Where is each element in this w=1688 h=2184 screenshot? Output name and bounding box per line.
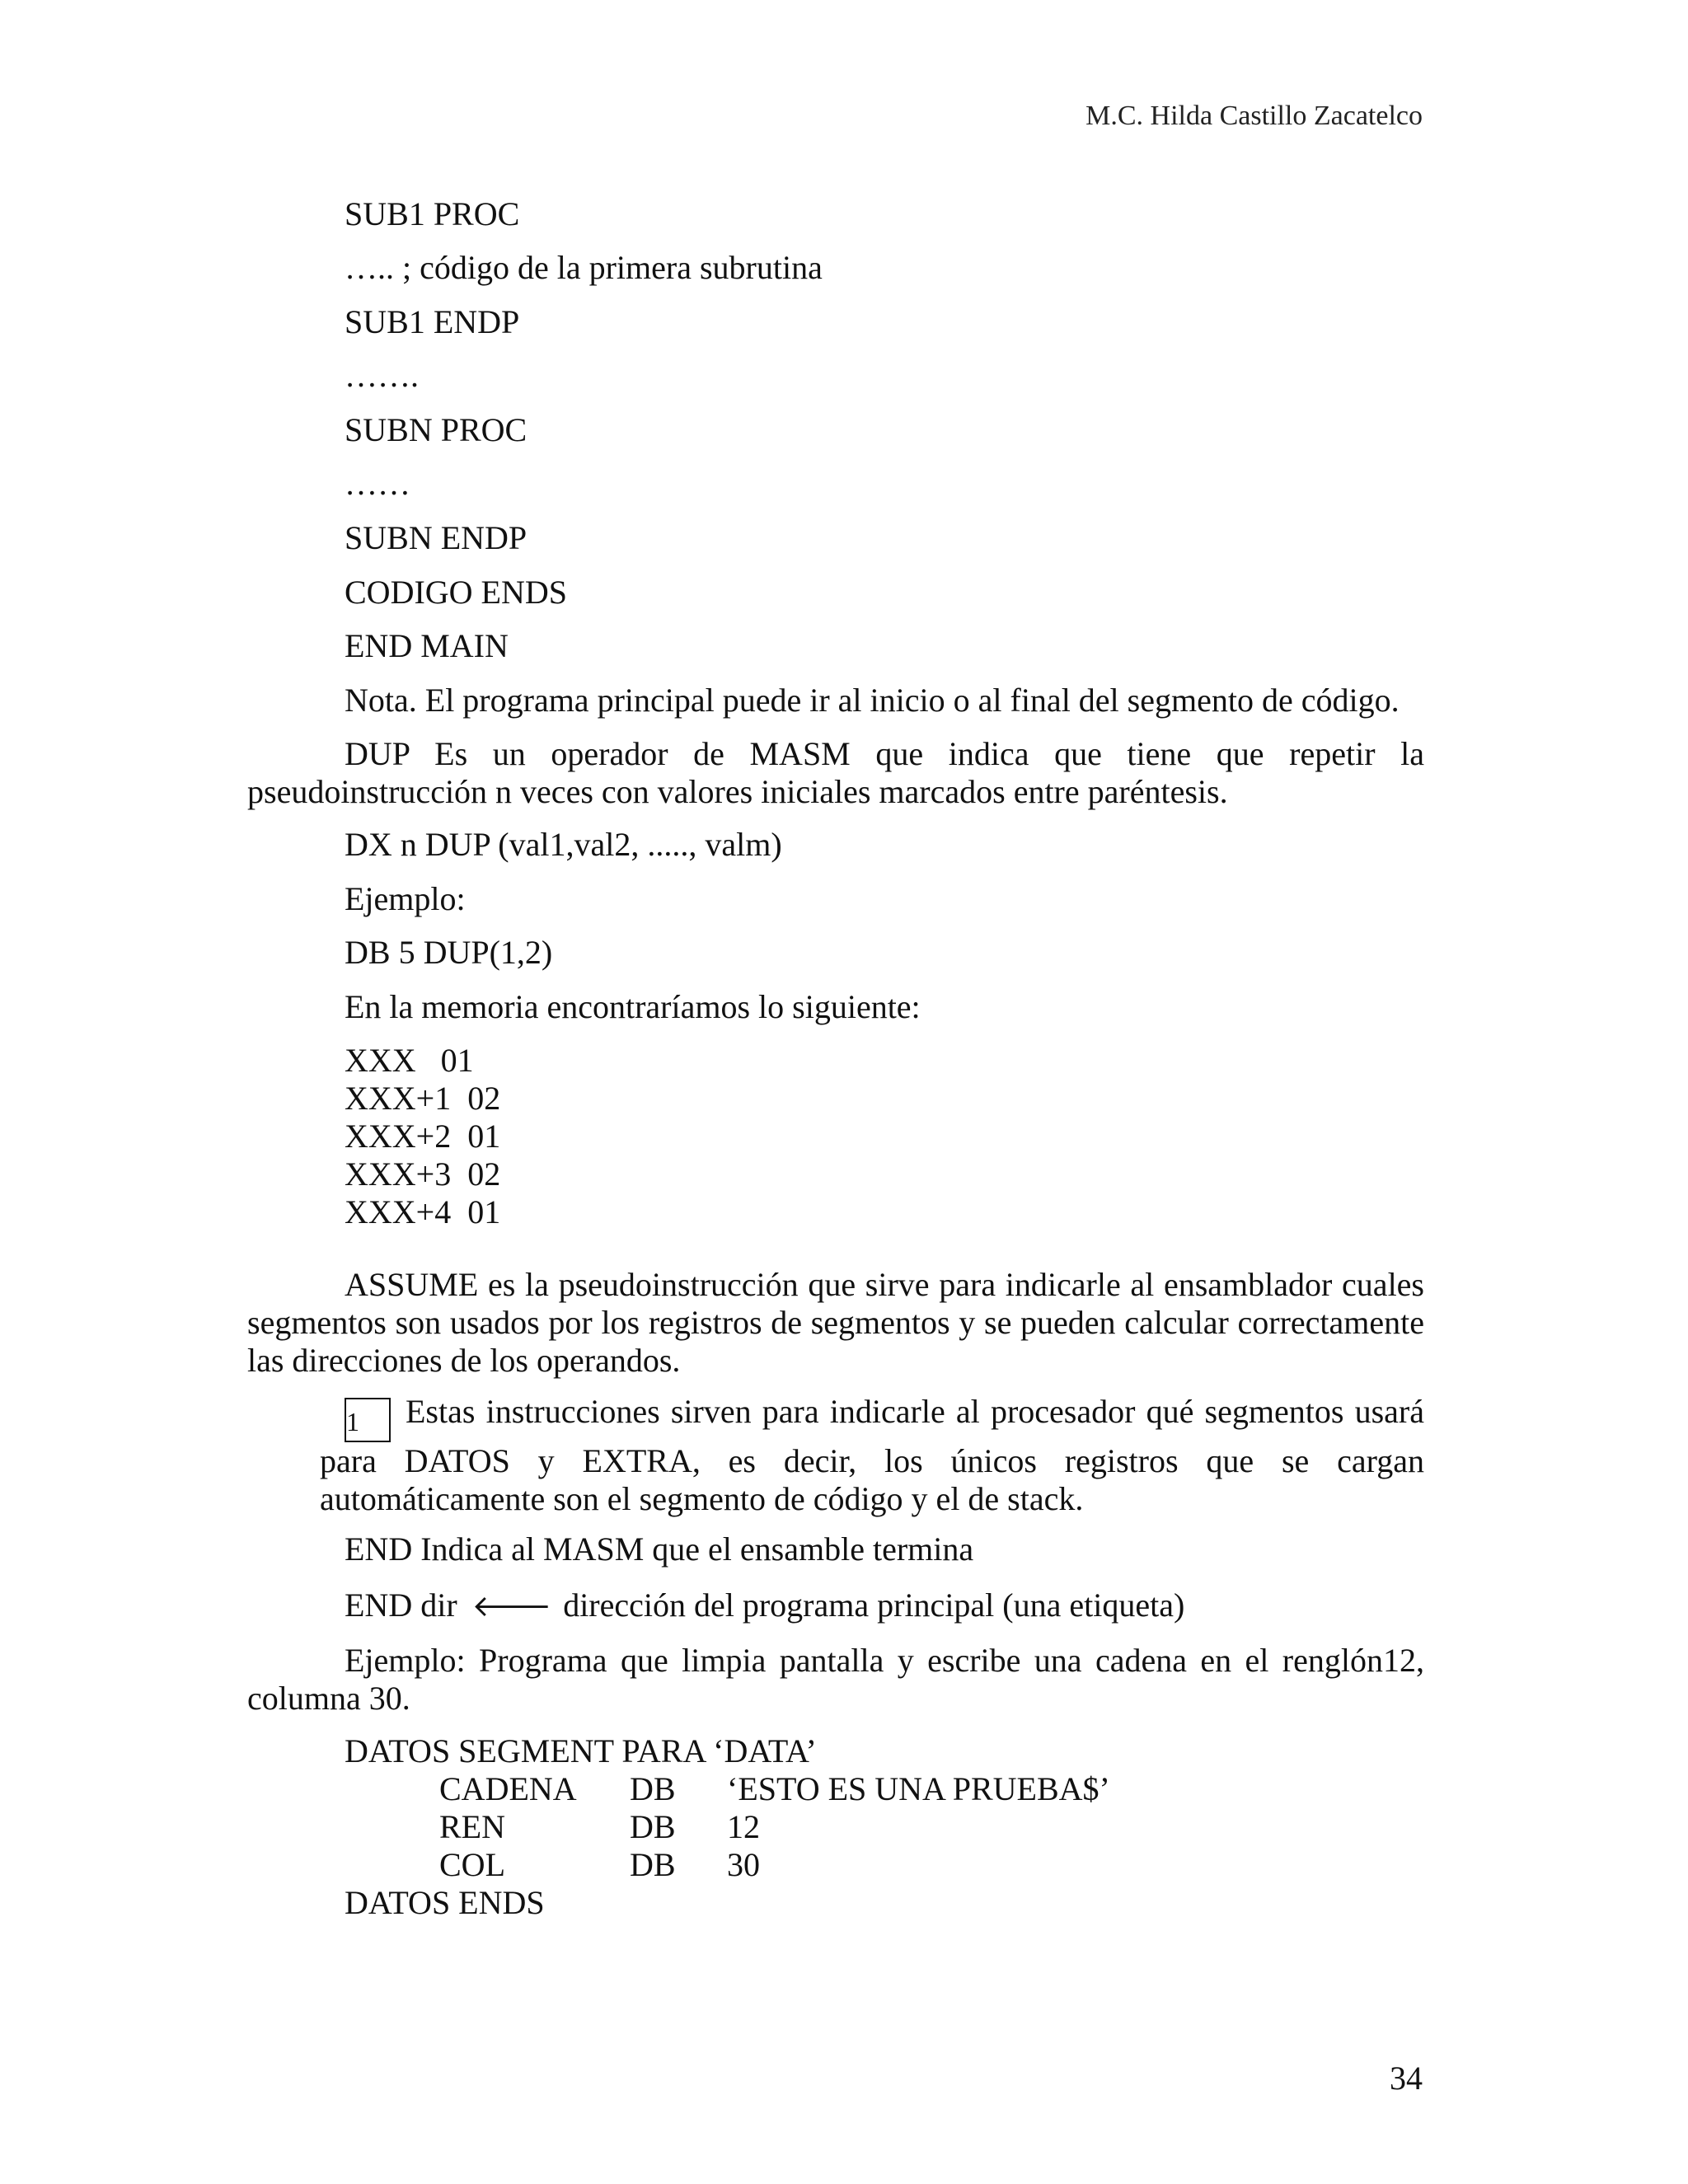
end-dir-line bbox=[345, 1586, 1184, 1626]
memory-line: XXX+4 01 bbox=[345, 1193, 501, 1230]
memory-line: XXX+2 01 bbox=[345, 1118, 501, 1155]
code-line: SUBN ENDP bbox=[345, 519, 528, 556]
footnote-paragraph bbox=[320, 1393, 1424, 1518]
page-number: 34 bbox=[1390, 2060, 1423, 2097]
assume-paragraph: ASSUME es la pseudoinstrucción que sirve para indicarle al ensamblador cuales segmentos son usados por los registros de segmentos y se pueden calcular correctamente las direcciones de los operandos. bbox=[247, 1266, 1424, 1379]
var-type: DB bbox=[630, 1846, 676, 1883]
memoria-intro: En la memoria encontraríamos lo siguiente: bbox=[345, 988, 921, 1025]
footnote-marker: 1 bbox=[345, 1398, 391, 1442]
dup-example: DB 5 DUP(1,2) bbox=[345, 934, 553, 971]
nota-paragraph: Nota. El programa principal puede ir al inicio o al final del segmento de código. bbox=[345, 682, 1400, 719]
ejemplo-label: Ejemplo: bbox=[345, 880, 466, 917]
running-header: M.C. Hilda Castillo Zacatelco bbox=[1085, 101, 1423, 131]
var-name: CADENA bbox=[439, 1770, 577, 1807]
code-line: END MAIN bbox=[345, 627, 509, 664]
arrow-left-icon: 🡐 bbox=[471, 1590, 552, 1624]
code-line: SUBN PROC bbox=[345, 411, 528, 448]
var-value: 30 bbox=[727, 1846, 760, 1883]
code-line: SUB1 PROC bbox=[345, 195, 520, 232]
var-name: COL bbox=[439, 1846, 505, 1883]
var-value: ‘ESTO ES UNA PRUEBA$’ bbox=[727, 1770, 1110, 1807]
memory-line: XXX 01 bbox=[345, 1042, 474, 1079]
var-name: REN bbox=[439, 1808, 505, 1845]
var-type: DB bbox=[630, 1770, 676, 1807]
footnote-text: Estas instrucciones sirven para indicarle al procesador qué segmentos usará para DATOS y EXTRA, es decir, los únicos registros que se cargan automáticamente son el segmento de código y el de stack. bbox=[320, 1393, 1424, 1517]
ejemplo-programa-paragraph: Ejemplo: Programa que limpia pantalla y escribe una cadena en el renglón12, columna 30. bbox=[247, 1642, 1424, 1717]
end-dir-suffix: dirección del programa principal (una etiqueta) bbox=[563, 1586, 1185, 1624]
code-line: ….. ; código de la primera subrutina bbox=[345, 249, 823, 286]
dup-syntax: DX n DUP (val1,val2, ....., valm) bbox=[345, 826, 782, 863]
var-value: 12 bbox=[727, 1808, 760, 1845]
data-segment-open: DATOS SEGMENT PARA ‘DATA’ bbox=[345, 1732, 817, 1769]
dup-paragraph: DUP Es un operador de MASM que indica que tiene que repetir la pseudoinstrucción n veces con valores iniciales marcados entre paréntesis. bbox=[247, 735, 1424, 810]
end-dir-prefix: END dir bbox=[345, 1586, 457, 1624]
memory-line: XXX+1 02 bbox=[345, 1080, 501, 1117]
code-line: …… bbox=[345, 465, 410, 502]
code-line: CODIGO ENDS bbox=[345, 574, 567, 611]
end-line: END Indica al MASM que el ensamble termina bbox=[345, 1530, 974, 1568]
memory-line: XXX+3 02 bbox=[345, 1155, 501, 1193]
var-type: DB bbox=[630, 1808, 676, 1845]
code-line: SUB1 ENDP bbox=[345, 303, 520, 340]
data-segment-close: DATOS ENDS bbox=[345, 1884, 545, 1921]
code-line: ……. bbox=[345, 357, 419, 394]
